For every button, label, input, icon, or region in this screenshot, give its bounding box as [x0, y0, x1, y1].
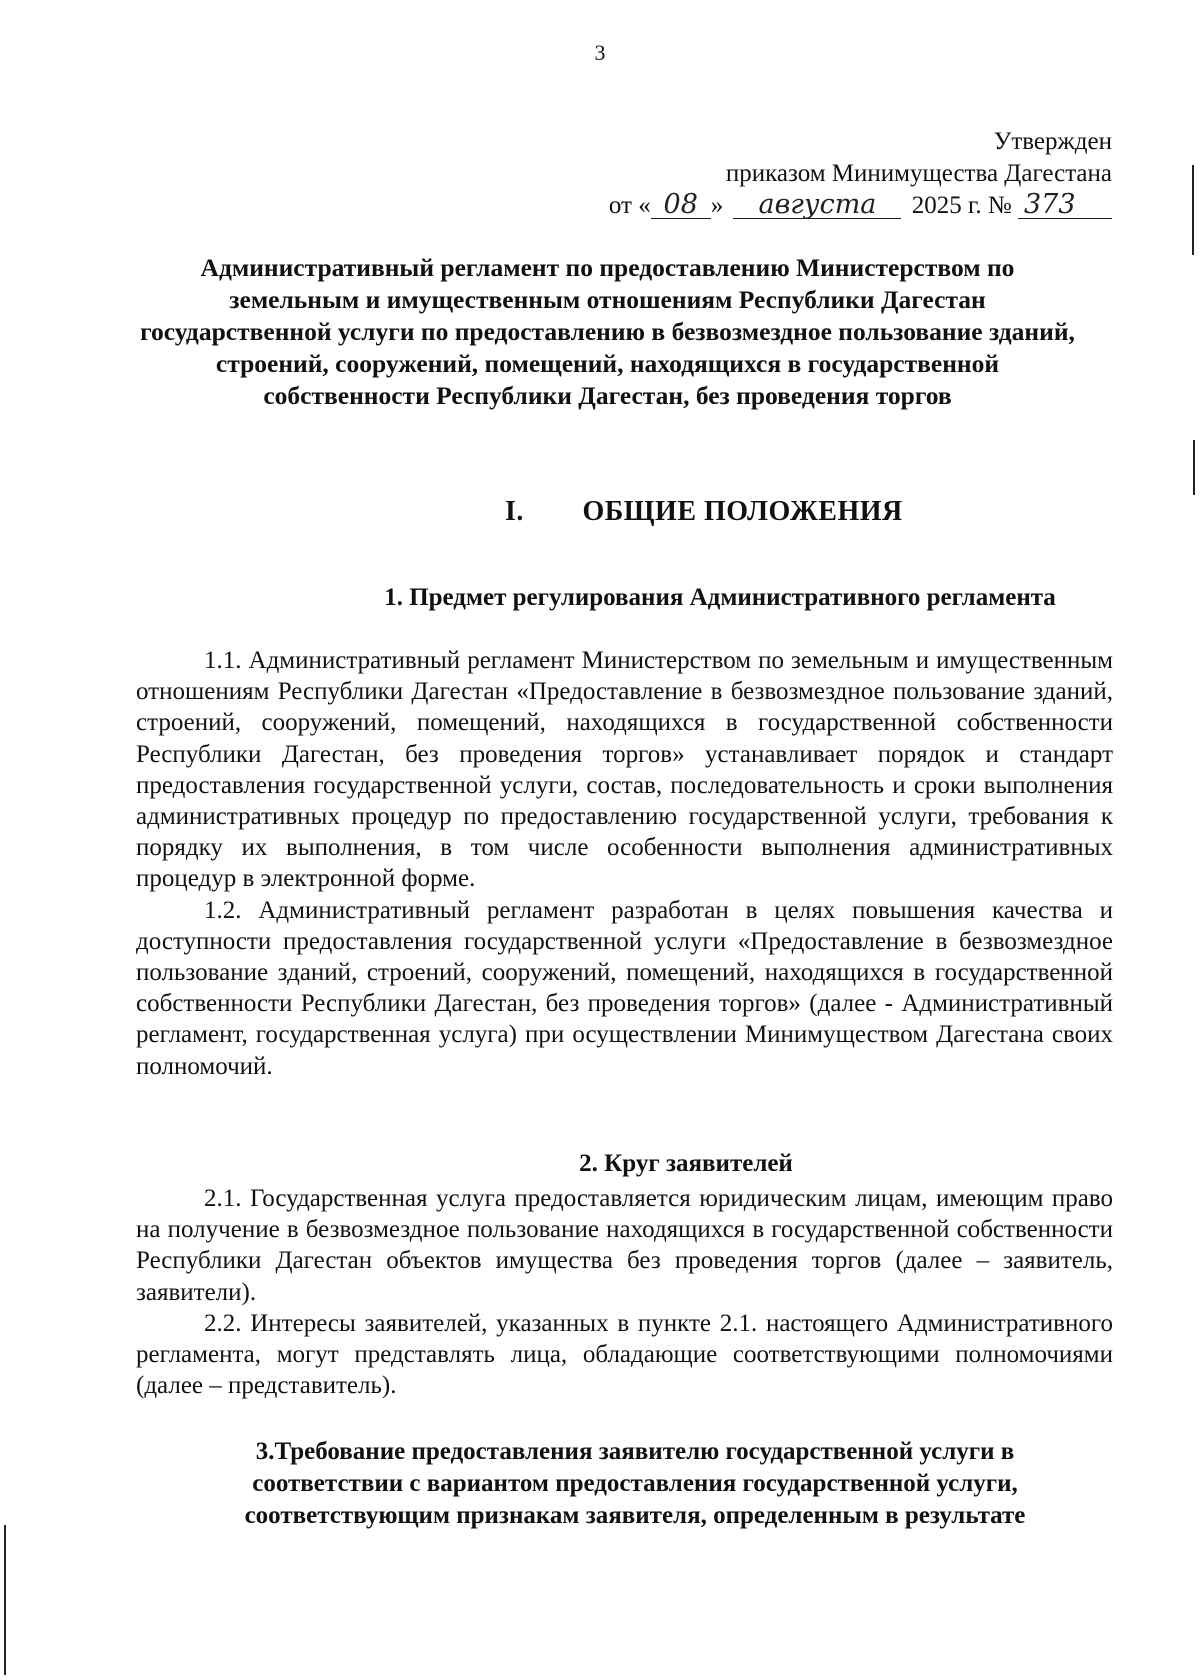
subsection-title-3: 3.Требование предоставления заявителю государственной услуги в соответствии с вариантом предоставления государственной услуги, соответствующим признакам заявителя, определенным в результате: [244, 1438, 1026, 1529]
subsection-title-2: 2. Круг заявителей: [579, 1150, 793, 1177]
handwritten-month: августа: [733, 192, 901, 219]
subsection-title-1: 1. Предмет регулирования Административного регламента: [384, 584, 1056, 611]
section-title: ОБЩИЕ ПОЛОЖЕНИЯ: [582, 496, 903, 527]
scan-edge-mark-right-mid: [1193, 440, 1195, 495]
date-quote-close: »: [710, 192, 724, 219]
section-number: I.: [505, 496, 524, 527]
subsection-1-body: [136, 645, 1113, 1082]
document-title: Административный регламент по предоставлению Министерством по земельным и имущественным отношениям Республики Дагестан государственной услуги по предоставлению в безвозмездное пользование зданий, строений, сооружений, помещений, находящихся в государственной собственности Республики Дагестан, без проведения торгов: [140, 253, 1075, 410]
approval-line-date: [609, 190, 1112, 222]
handwritten-day: 08: [651, 192, 711, 219]
scan-edge-mark-right-top: [1192, 165, 1194, 255]
paragraph-2-2: 2.2. Интересы заявителей, указанных в пункте 2.1. настоящего Административного регламента, могут представлять лица, обладающие соответствующими полномочиями (далее – представитель).: [136, 1309, 1113, 1400]
page-number: 3: [594, 40, 606, 65]
paragraph-1-2: 1.2. Административный регламент разработан в целях повышения качества и доступности предоставления государственной услуги «Предоставление в безвозмездное пользование зданий, строений, сооружений, помещений, находящихся в государственной собственности Республики Дагестан, без проведения торгов» (далее - Административный регламент, государственная услуга) при осуществлении Минимуществом Дагестана своих полномочий.: [136, 896, 1113, 1080]
scan-edge-mark-left-bottom: [4, 1525, 6, 1675]
subsection-2-body: [136, 1183, 1113, 1401]
date-year-number-label: 2025 г. №: [911, 192, 1012, 219]
date-prefix: от «: [608, 192, 651, 219]
section-heading: [505, 496, 903, 528]
paragraph-1-1: 1.1. Административный регламент Министерством по земельным и имущественным отношениям Республики Дагестан «Предоставление в безвозмездное пользование зданий, строений, сооружений, помещений, находящихся в государственной собственности Республики Дагестан, без проведения торгов» устанавливает порядок и стандарт предоставления государственной услуги, состав, последовательность и сроки выполнения административных процедур по предоставлению государственной услуги, требования к порядку их выполнения, в том числе особенности выполнения административных процедур в электронной форме.: [136, 647, 1113, 893]
handwritten-order-number: 373: [1018, 192, 1112, 219]
approval-stamp-block: [609, 126, 1112, 222]
approval-line-approved: Утвержден: [993, 128, 1112, 155]
approval-line-order: приказом Минимущества Дагестана: [725, 160, 1112, 187]
paragraph-2-1: 2.1. Государственная услуга предоставляется юридическим лицам, имеющим право на получение в безвозмездное пользование находящихся в государственной собственности Республики Дагестан объектов имущества без проведения торгов (далее – заявитель, заявители).: [136, 1185, 1113, 1306]
